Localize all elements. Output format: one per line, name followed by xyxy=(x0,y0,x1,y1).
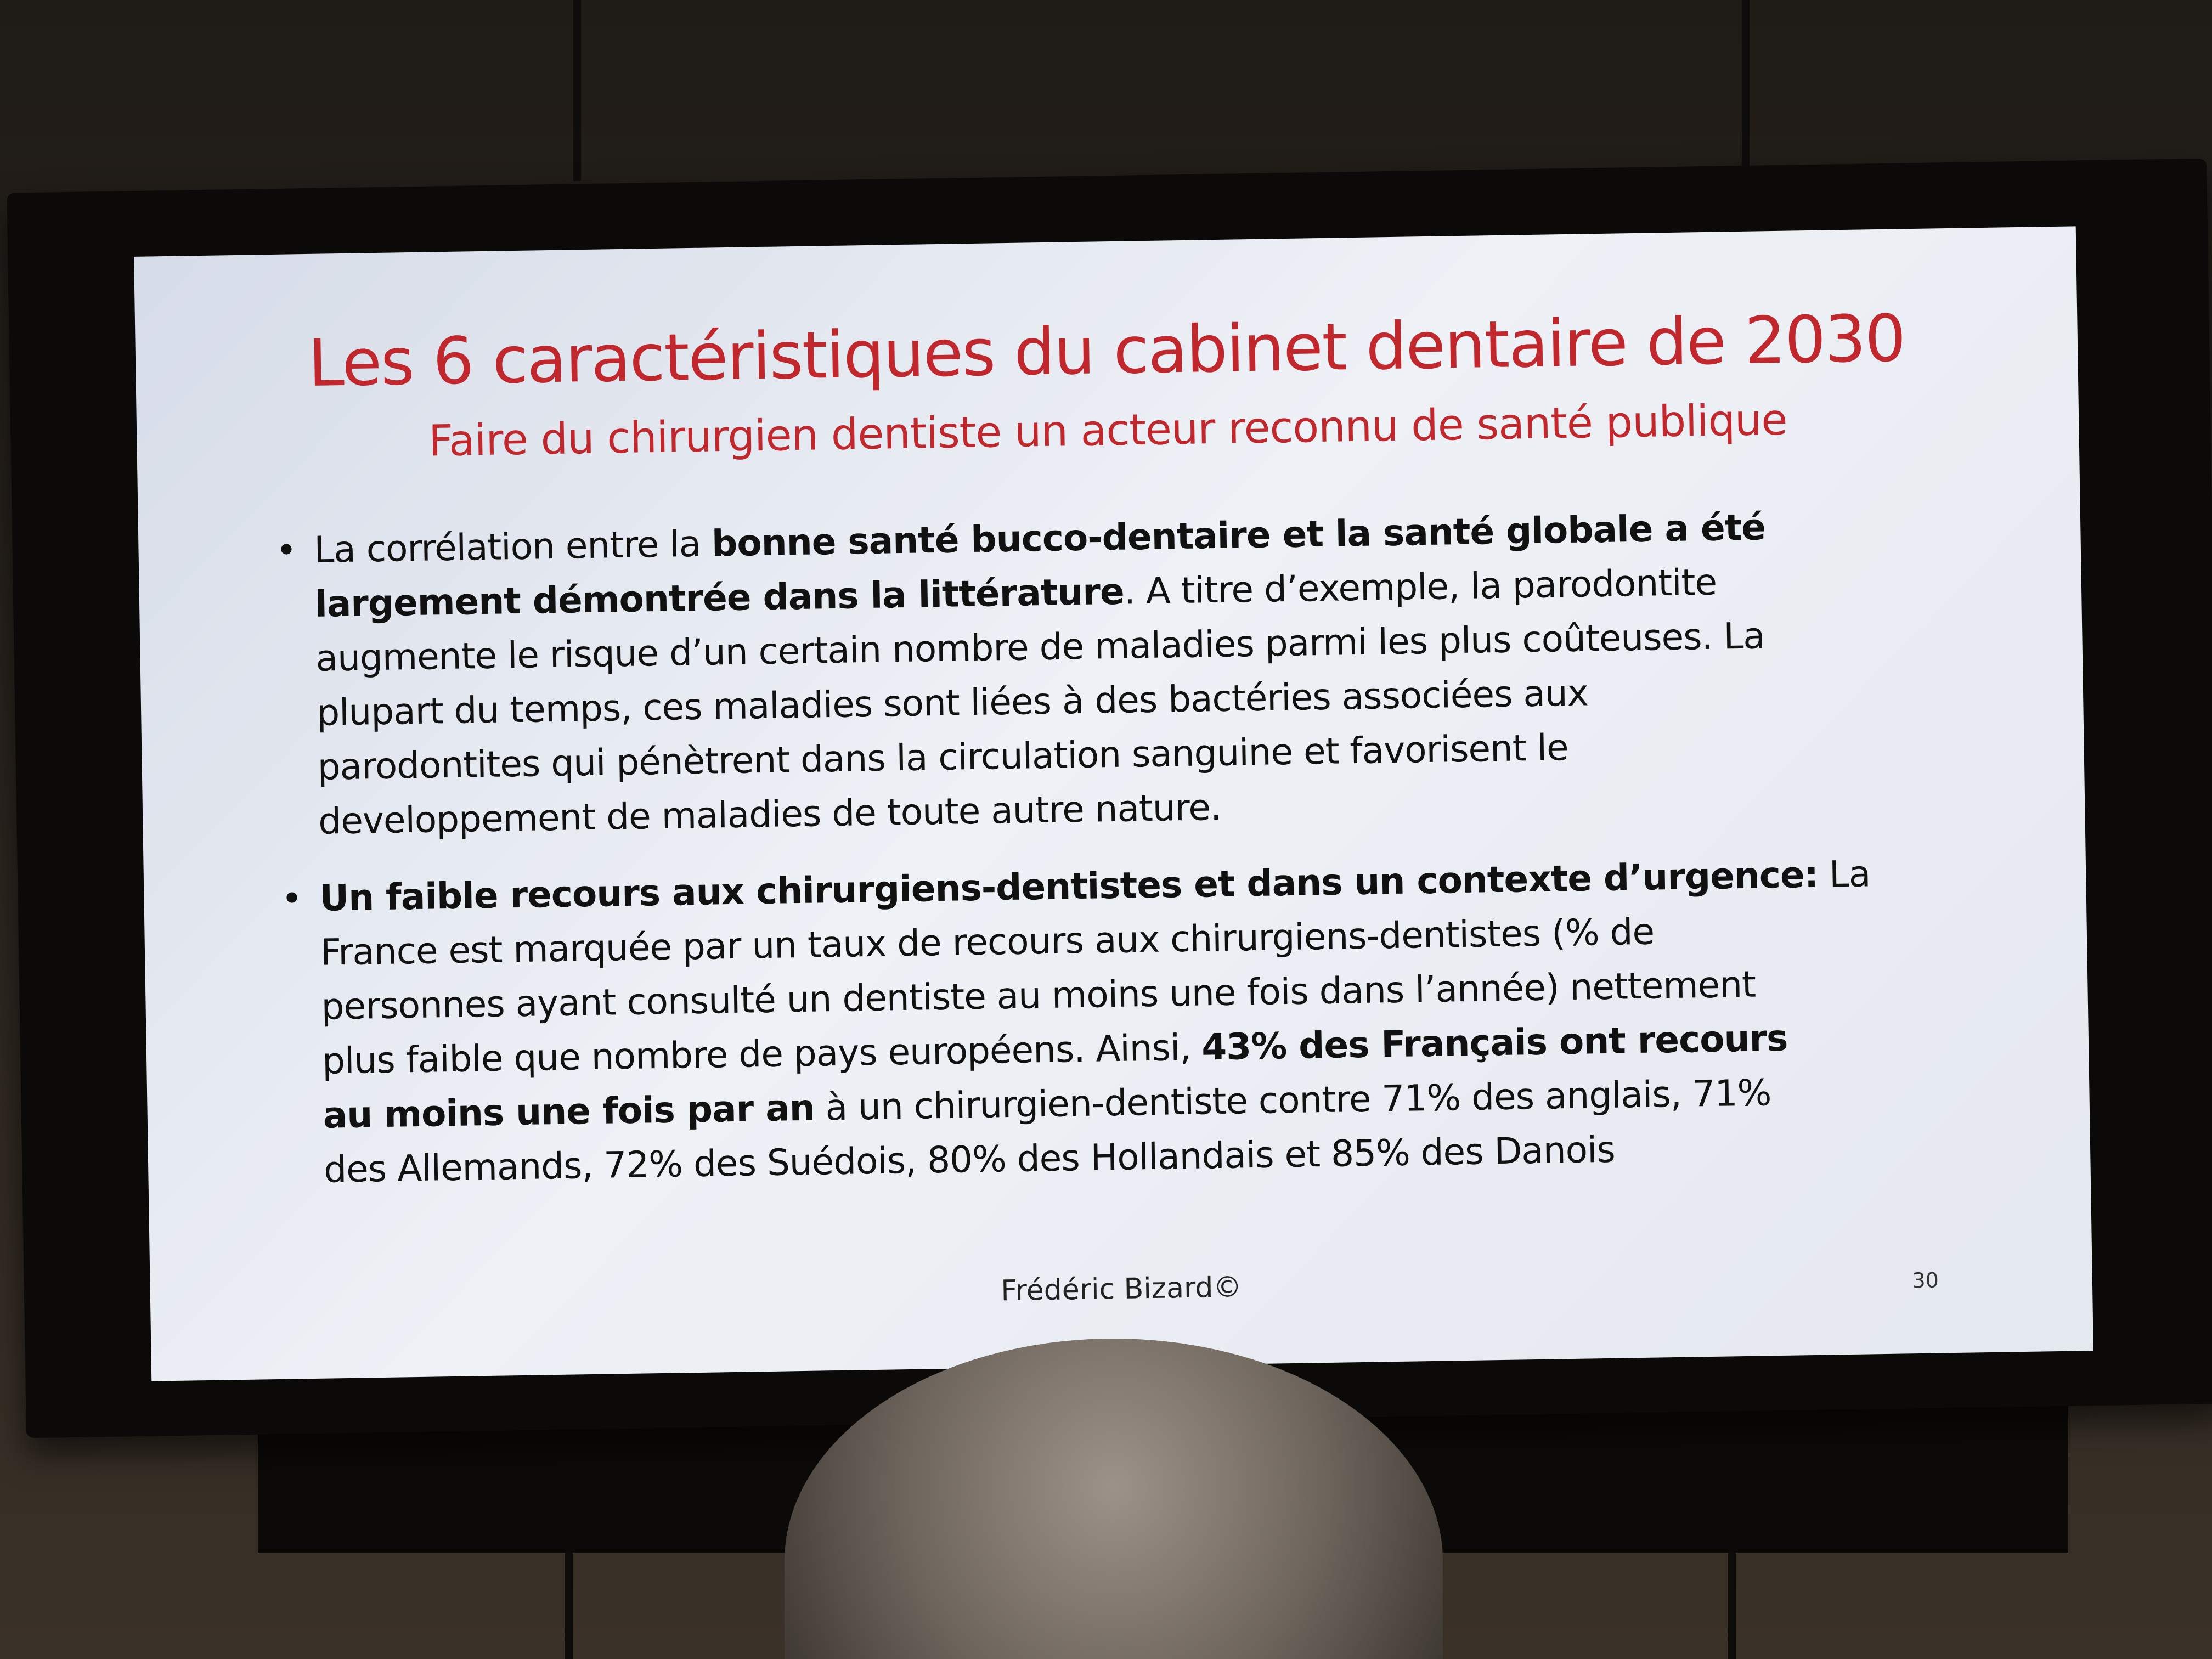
wall-seam-left xyxy=(573,0,581,181)
bullet-text-bold: Un faible recours aux chirurgiens-dentistes et dans un contexte d’urgence: xyxy=(319,853,1819,919)
presentation-slide xyxy=(134,226,2094,1381)
bullet-text: developpement de maladies de toute autre nature. xyxy=(318,786,1222,843)
slide-footer-author: Frédéric Bizard© xyxy=(1000,1271,1242,1308)
wall-seam-lower-left xyxy=(565,1536,573,1659)
bullet-text: augmente le risque d’un certain nombre de maladies parmi les plus coûteuses. La xyxy=(315,614,1765,680)
bullet-text: France est marquée par un taux de recours aux chirurgiens-dentistes (% de xyxy=(320,910,1655,974)
bullet-text-bold: bonne santé bucco-dentaire et la santé globale a été xyxy=(711,506,1766,565)
bullet-dot-icon: • xyxy=(275,529,297,572)
bullet-text: . A titre d’exemple, la parodontite xyxy=(1124,561,1717,613)
bullet-text-bold: largement démontrée dans la littérature xyxy=(314,570,1125,625)
bullet-dot-icon: • xyxy=(280,877,303,920)
bullet-text-bold: 43% des Français ont recours xyxy=(1201,1017,1788,1069)
bullet-text: des Allemands, 72% des Suédois, 80% des Hollandais et 85% des Danois xyxy=(323,1128,1616,1191)
wall-seam-lower-right xyxy=(1728,1536,1736,1659)
bullet-text: à un chirurgien-dentiste contre 71% des anglais, 71% xyxy=(814,1071,1771,1129)
bullet-text: plupart du temps, ces maladies sont liées à des bactéries associées aux xyxy=(316,672,1589,734)
bullet-item xyxy=(275,497,1965,849)
bullet-text-bold: au moins une fois par an xyxy=(323,1086,815,1137)
bullet-text: La corrélation entre la xyxy=(313,522,712,571)
bullet-text: parodontites qui pénètrent dans la circulation sanguine et favorisent le xyxy=(317,726,1569,788)
slide-subtitle: Faire du chirurgien dentiste un acteur reconnu de santé publique xyxy=(428,395,1788,466)
bullet-text: plus faible que nombre de pays européens. Ainsi, xyxy=(321,1026,1202,1082)
wall-seam-right xyxy=(1742,0,1750,181)
bullet-text: La xyxy=(1818,853,1871,896)
slide-page-number: 30 xyxy=(1912,1268,1939,1293)
slide-title: Les 6 caractéristiques du cabinet dentaire de 2030 xyxy=(307,300,1906,401)
bullet-text: personnes ayant consulté un dentiste au moins une fois dans l’année) nettement xyxy=(321,963,1756,1028)
bullet-item xyxy=(280,845,1970,1197)
